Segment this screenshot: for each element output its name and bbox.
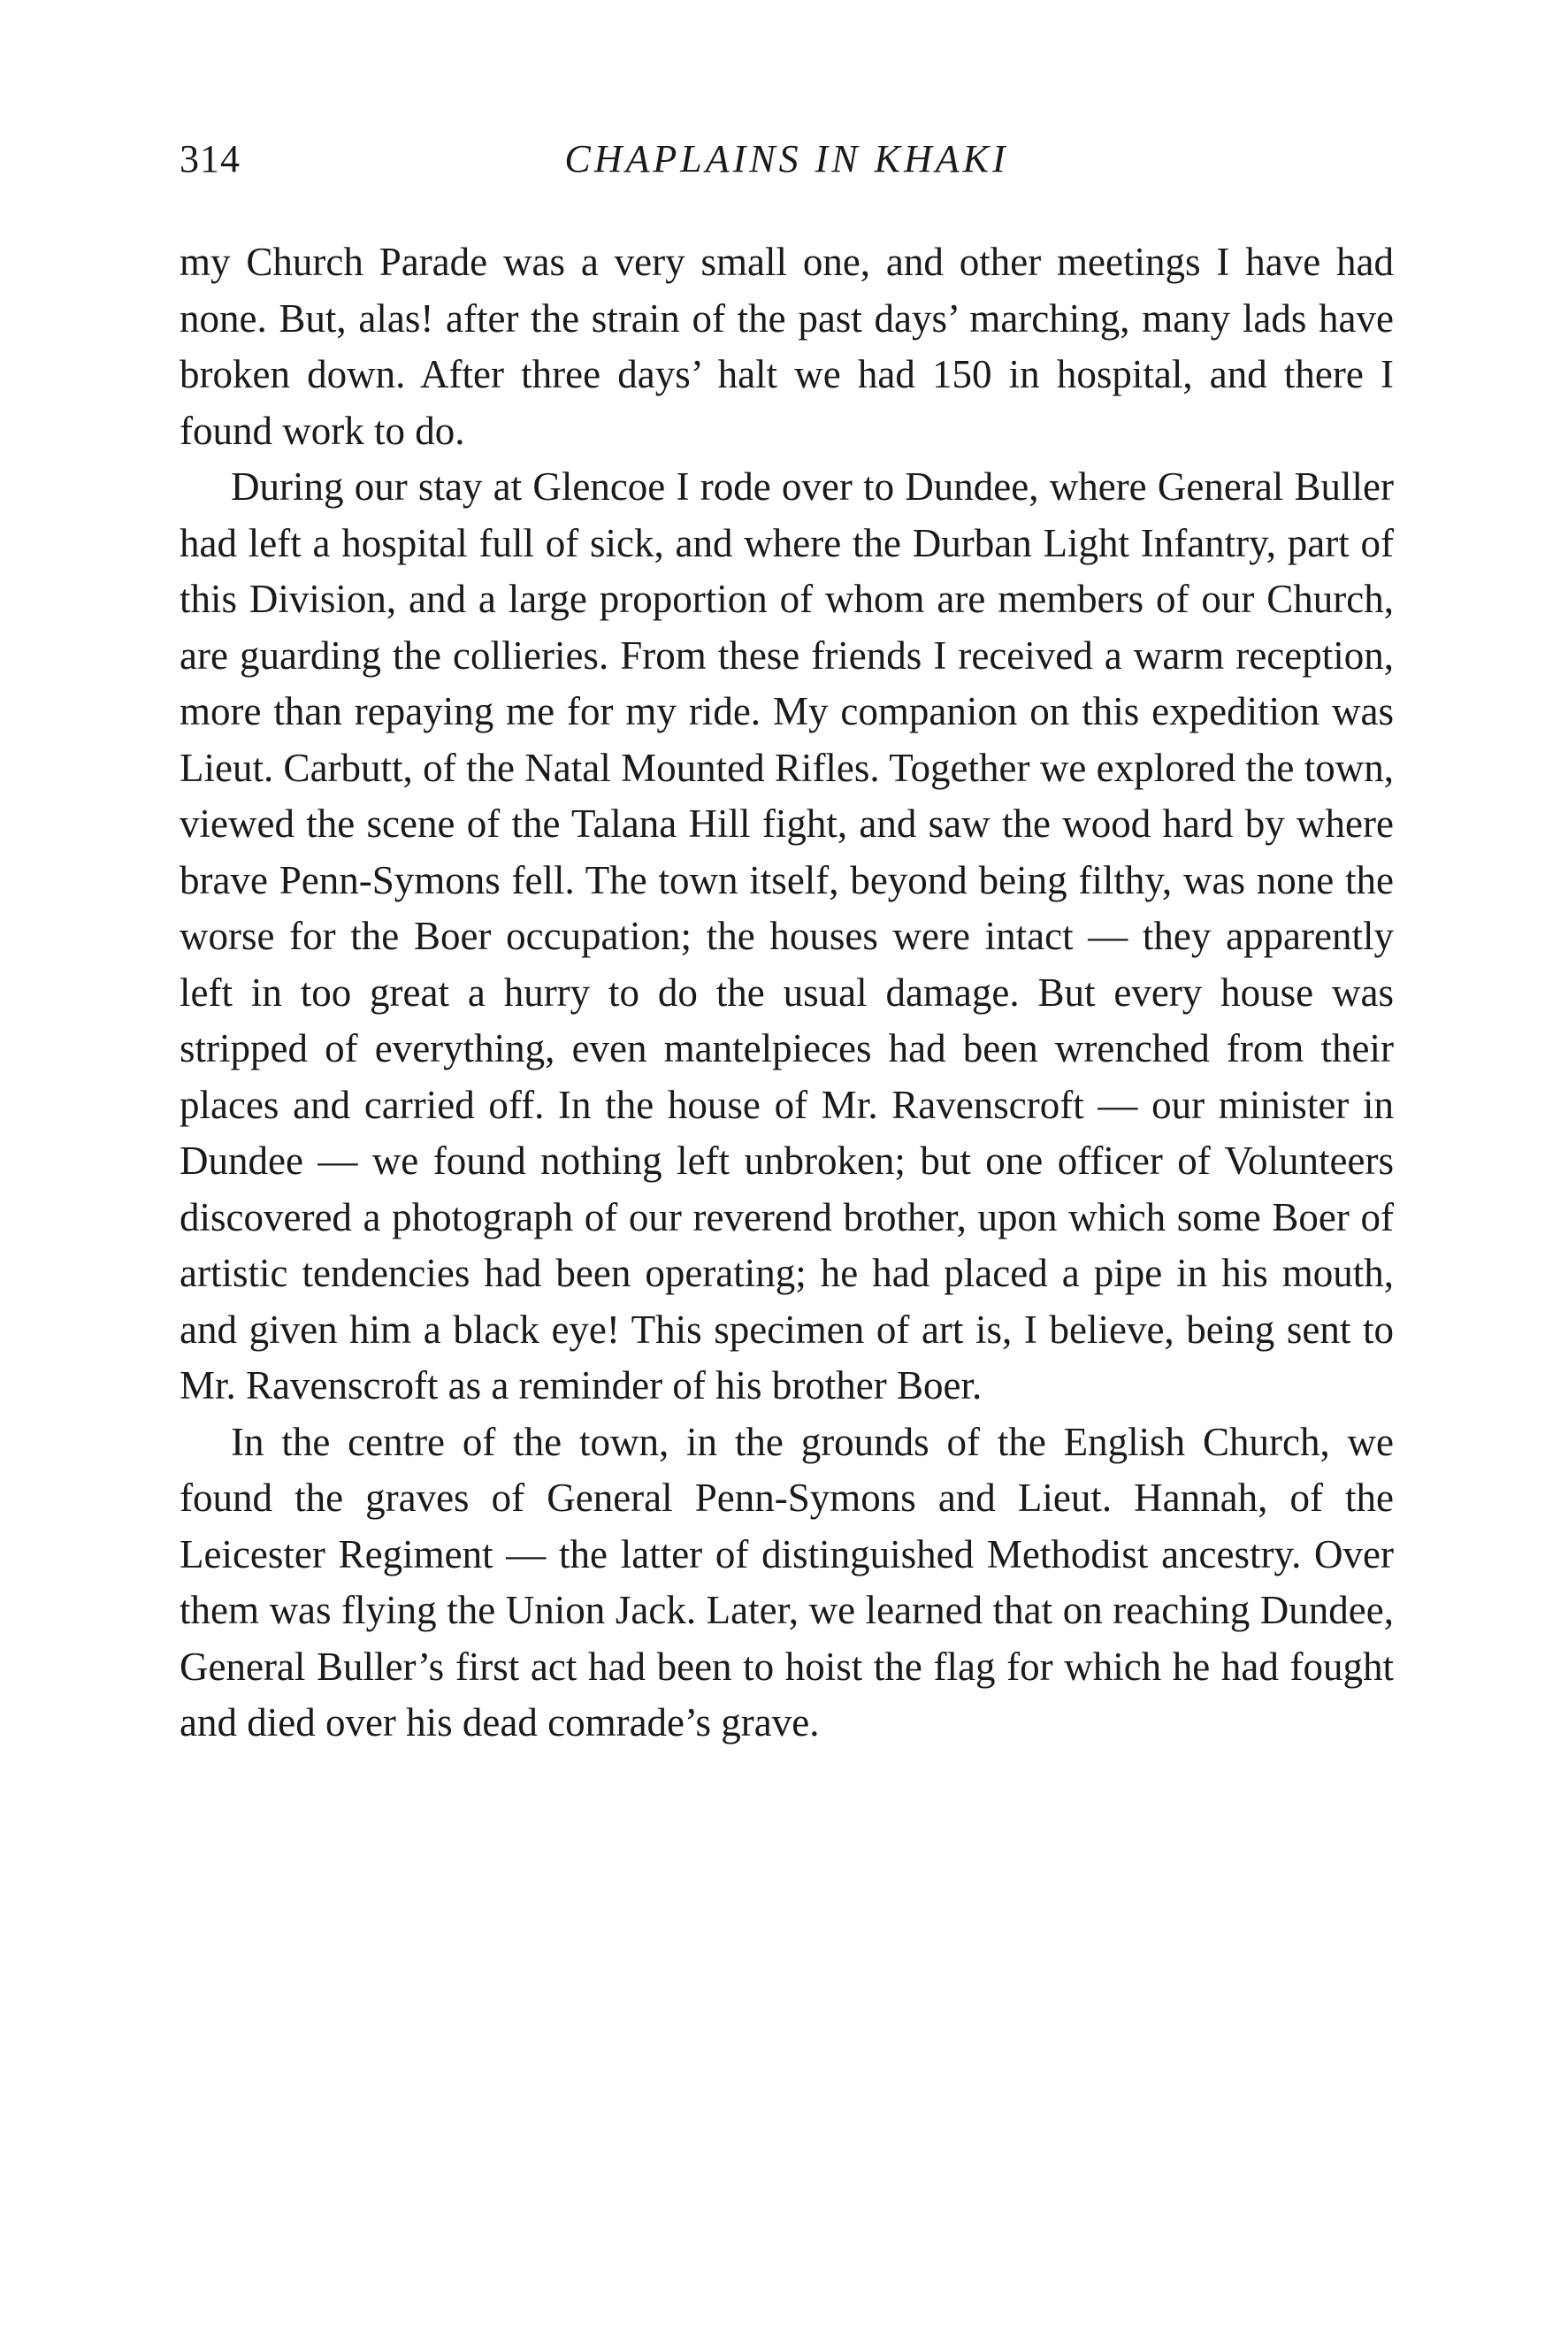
paragraph: During our stay at Glencoe I rode over to Dundee, where General Buller had left a hospital full of sick, and where the Durban Light Infantry, part of this Division, and a large proportion of whom are members of our Church, are guarding the collieries. From these friends I received a warm reception, more than repaying me for my ride. My companion on this expedition was Lieut. Carbutt, of the Natal Mounted Rifles. Together we explored the town, viewed the scene of the Talana Hill fight, and saw the wood hard by where brave Penn-Symons fell. The town itself, beyond being filthy, was none the worse for the Boer occupation; the houses were intact — they apparently left in too great a hurry to do the usual damage. But every house was stripped of everything, even mantelpieces had been wrenched from their places and carried off. In the house of Mr. Ravenscroft — our minister in Dundee — we found nothing left unbroken; but one officer of Volunteers discovered a photograph of our reverend brother, upon which some Boer of artistic tendencies had been operating; he had placed a pipe in his mouth, and given him a black eye! This specimen of art is, I believe, being sent to Mr. Ravenscroft as a reminder of his brother Boer. (180, 464, 1394, 1407)
body-text (180, 234, 1394, 1752)
running-head (180, 133, 1394, 186)
paragraph: In the centre of the town, in the grounds of the English Church, we found the graves of General Penn-Symons and Lieut. Hannah, of the Leicester Regiment — the latter of distinguished Methodist ancestry. Over them was flying the Union Jack. Later, we learned that on reaching Dundee, General Buller’s first act had been to hoist the flag for which he had fought and died over his dead comrade’s grave. (180, 1419, 1394, 1745)
running-title: CHAPLAINS IN KHAKI (564, 137, 1009, 180)
page-number: 314 (180, 137, 241, 180)
paragraph-continued: my Church Parade was a very small one, and other meetings I have had none. But, alas! after the strain of the past days’ marching, many lads have broken down. After three days’ halt we had 150 in hospital, and there I found work to do. (180, 240, 1394, 453)
